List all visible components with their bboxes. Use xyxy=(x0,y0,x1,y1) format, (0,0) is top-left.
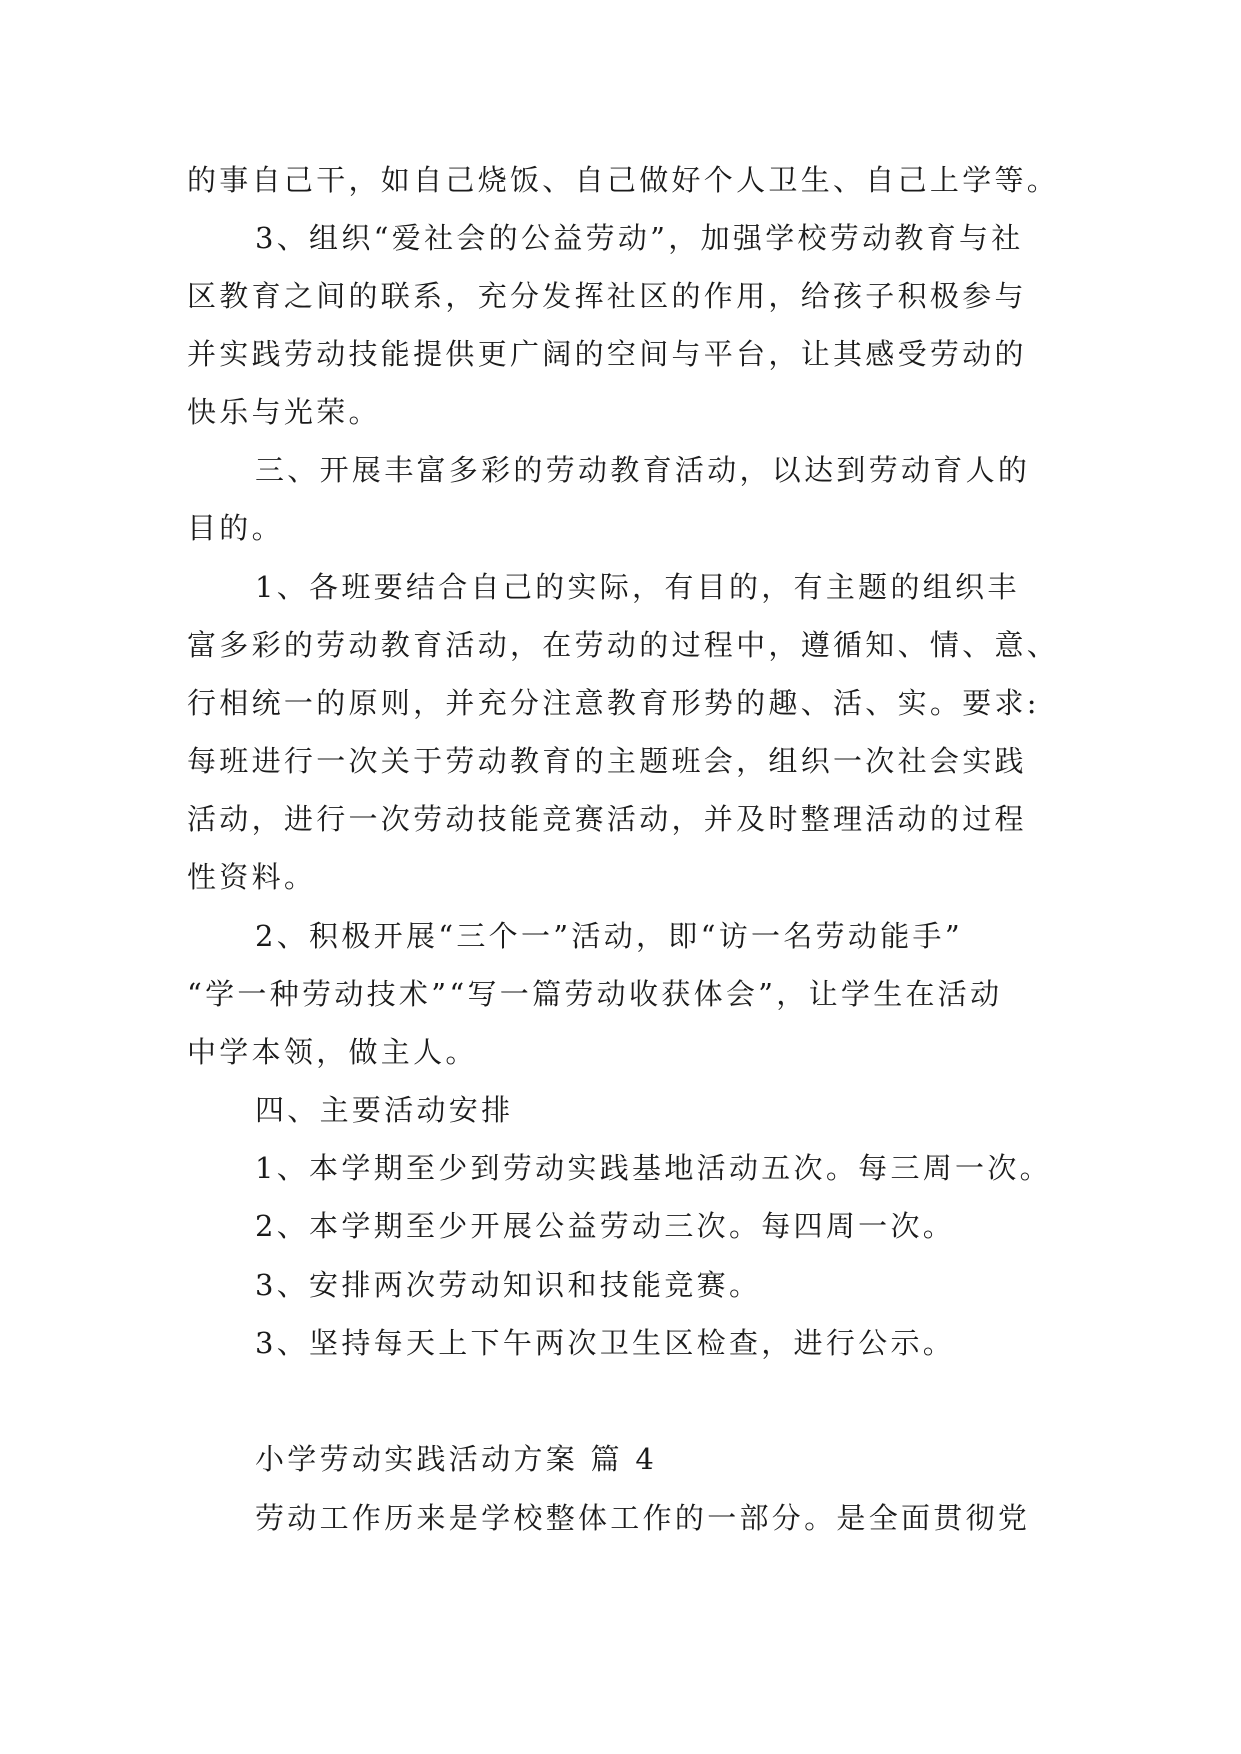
text-line: 并实践劳动技能提供更广阔的空间与平台，让其感受劳动的 xyxy=(187,337,1027,371)
text-line: 劳动工作历来是学校整体工作的一部分。是全面贯彻党 xyxy=(255,1501,1031,1535)
text-line: 快乐与光荣。 xyxy=(187,395,381,429)
text-line: 中学本领，做主人。 xyxy=(187,1035,478,1069)
list-item: 3、安排两次劳动知识和技能竞赛。 xyxy=(255,1268,762,1302)
list-item: 3、坚持每天上下午两次卫生区检查，进行公示。 xyxy=(255,1326,956,1360)
list-item: 1、本学期至少到劳动实践基地活动五次。每三周一次。 xyxy=(255,1151,1052,1185)
article-title: 小学劳动实践活动方案 篇 4 xyxy=(255,1442,658,1476)
text-line: 每班进行一次关于劳动教育的主题班会，组织一次社会实践 xyxy=(187,744,1027,778)
text-line: 区教育之间的联系，充分发挥社区的作用，给孩子积极参与 xyxy=(187,279,1027,313)
text-line: 富多彩的劳动教育活动，在劳动的过程中，遵循知、情、意、 xyxy=(187,628,1060,662)
text-line: 行相统一的原则，并充分注意教育形势的趣、活、实。要求: xyxy=(187,686,1040,720)
text-line: 性资料。 xyxy=(187,860,317,894)
section-heading: 三、开展丰富多彩的劳动教育活动，以达到劳动育人的 xyxy=(255,453,1031,487)
list-item: 2、本学期至少开展公益劳动三次。每四周一次。 xyxy=(255,1209,956,1243)
text-line: 2、积极开展“三个一”活动，即“访一名劳动能手” xyxy=(255,919,963,953)
section-heading: 四、主要活动安排 xyxy=(255,1093,514,1127)
text-line: 活动，进行一次劳动技能竞赛活动，并及时整理活动的过程 xyxy=(187,802,1027,836)
text-line: 目的。 xyxy=(187,511,284,545)
text-line: “学一种劳动技术”“写一篇劳动收获体会”，让学生在活动 xyxy=(187,977,1003,1011)
text-line: 1、各班要结合自己的实际，有目的，有主题的组织丰 xyxy=(255,570,1020,604)
text-line: 的事自己干，如自己烧饭、自己做好个人卫生、自己上学等。 xyxy=(187,163,1060,197)
text-line: 3、组织“爱社会的公益劳动”，加强学校劳动教育与社 xyxy=(255,221,1024,255)
